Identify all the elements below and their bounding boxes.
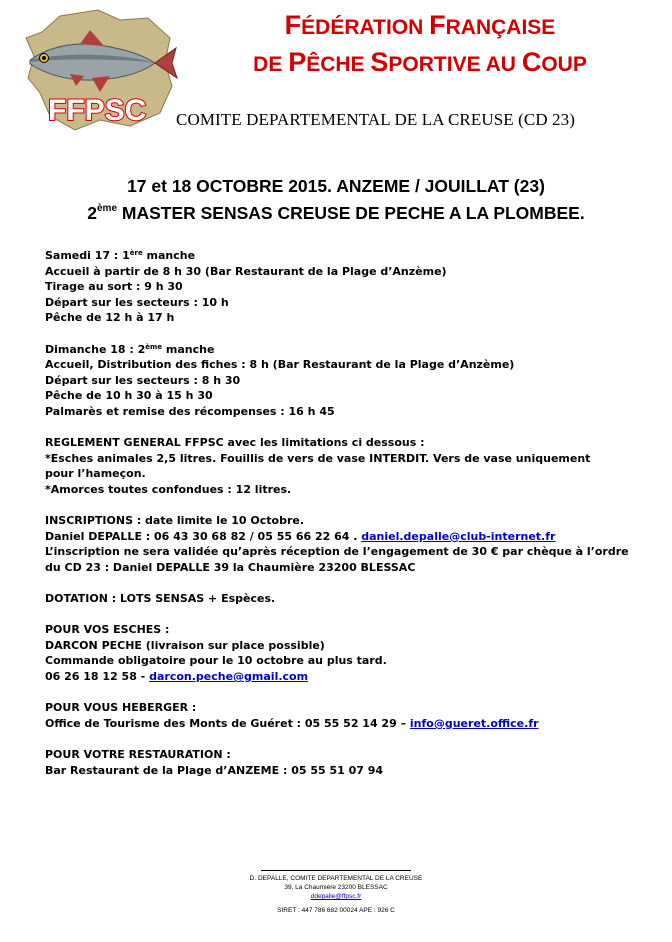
committee-title: COMITE DEPARTEMENTAL DE LA CREUSE (CD 23) [176, 110, 576, 129]
sunday-line: Palmarès et remise des récompenses : 16 h 45 [45, 404, 335, 418]
sunday-line: Accueil, Distribution des fiches : 8 h (Bar Restaurant de la Plage d’Anzème) [45, 358, 515, 372]
esches-line: Commande obligatoire pour le 10 octobre au plus tard. [45, 654, 387, 668]
federation-title [180, 8, 660, 82]
restaurant-section [45, 747, 645, 778]
lodging-section [45, 700, 645, 731]
rules-title: REGLEMENT GENERAL FFPSC avec les limitations ci dessous : [45, 436, 425, 450]
rules-line: *Amorces toutes confondues : 12 litres. [45, 482, 292, 496]
saturday-line: Accueil à partir de 8 h 30 (Bar Restaurant de la Plage d’Anzème) [45, 264, 447, 278]
esches-contact: 06 26 18 12 58 - darcon.peche@gmail.com [45, 670, 309, 684]
footer-siret: SIRET : 447 786 682 00024 APE : 926 C [277, 907, 395, 914]
esches-title: POUR VOS ESCHES : [45, 623, 170, 637]
lodging-email-link[interactable]: info@gueret.office.fr [409, 716, 539, 730]
ffpsc-logo [20, 8, 180, 138]
sunday-line: Pêche de 10 h 30 à 15 h 30 [45, 389, 213, 403]
footer-divider [261, 870, 411, 871]
esches-line: DARCON PECHE (livraison sur place possible) [45, 638, 325, 652]
esches-email-link[interactable]: darcon.peche@gmail.com [149, 670, 309, 684]
restaurant-title: POUR VOTRE RESTAURATION : [45, 748, 231, 761]
saturday-title: Samedi 17 : 1ère manche [45, 249, 196, 262]
saturday-line: Tirage au sort : 9 h 30 [45, 280, 183, 294]
inscriptions-contact: Daniel DEPALLE : 06 43 30 68 82 / 05 55 66 22 64 . daniel.depalle@club-internet.fr [45, 529, 556, 543]
saturday-line: Pêche de 12 h à 17 h [45, 311, 175, 325]
lodging-title: POUR VOUS HEBERGER : [45, 701, 197, 715]
footer-address-line: 39, La Chaumière 23200 BLESSAC [284, 884, 388, 891]
inscriptions-section [45, 513, 645, 575]
logo-text: FFPSC [48, 94, 147, 127]
footer-email-link[interactable]: ddepalle@ffpsc.fr [310, 893, 362, 900]
inscriptions-note: L’inscription ne sera validée qu’après réception de l’engagement de 30 € par chèque à l’ordre du CD 23 : Daniel DEPALLE 39 la Chaumière 23200 BLESSAC [45, 545, 629, 574]
footer-address-line: D. DEPALLE, COMITE DEPARTEMENTAL DE LA CREUSE [249, 875, 423, 882]
event-heading [0, 173, 672, 227]
document-body [45, 248, 645, 794]
saturday-line: Départ sur les secteurs : 10 h [45, 295, 229, 309]
federation-title-line2: DE PÊCHE SPORTIVE AU COUP [253, 47, 587, 77]
rules-line: *Esches animales 2,5 litres. Fouillis de vers de vase INTERDIT. Vers de vase uniquement pour l’hameçon. [45, 451, 591, 481]
federation-title-line1: FÉDÉRATION FRANÇAISE [284, 10, 556, 40]
sunday-title: Dimanche 18 : 2ème manche [45, 342, 215, 356]
sunday-section [45, 342, 645, 420]
dotation-line: DOTATION : LOTS SENSAS + Espèces. [45, 592, 276, 606]
footer [0, 870, 672, 915]
event-name: 2ème MASTER SENSAS CREUSE DE PECHE A LA PLOMBEE. [87, 203, 585, 223]
restaurant-line: Bar Restaurant de la Plage d’ANZEME : 05 55 51 07 94 [45, 763, 384, 777]
inscriptions-title: INSCRIPTIONS : date limite le 10 Octobre. [45, 514, 305, 528]
rules-section [45, 435, 645, 497]
inscriptions-email-link[interactable]: daniel.depalle@club-internet.fr [361, 529, 556, 543]
saturday-section [45, 248, 645, 326]
esches-section [45, 622, 645, 684]
sunday-line: Départ sur les secteurs : 8 h 30 [45, 373, 241, 387]
lodging-line: Office de Tourisme des Monts de Guéret : 05 55 52 14 29 – info@gueret.office.fr [45, 716, 539, 730]
event-date-location: 17 et 18 OCTOBRE 2015. ANZEME / JOUILLAT (23) [127, 176, 545, 196]
